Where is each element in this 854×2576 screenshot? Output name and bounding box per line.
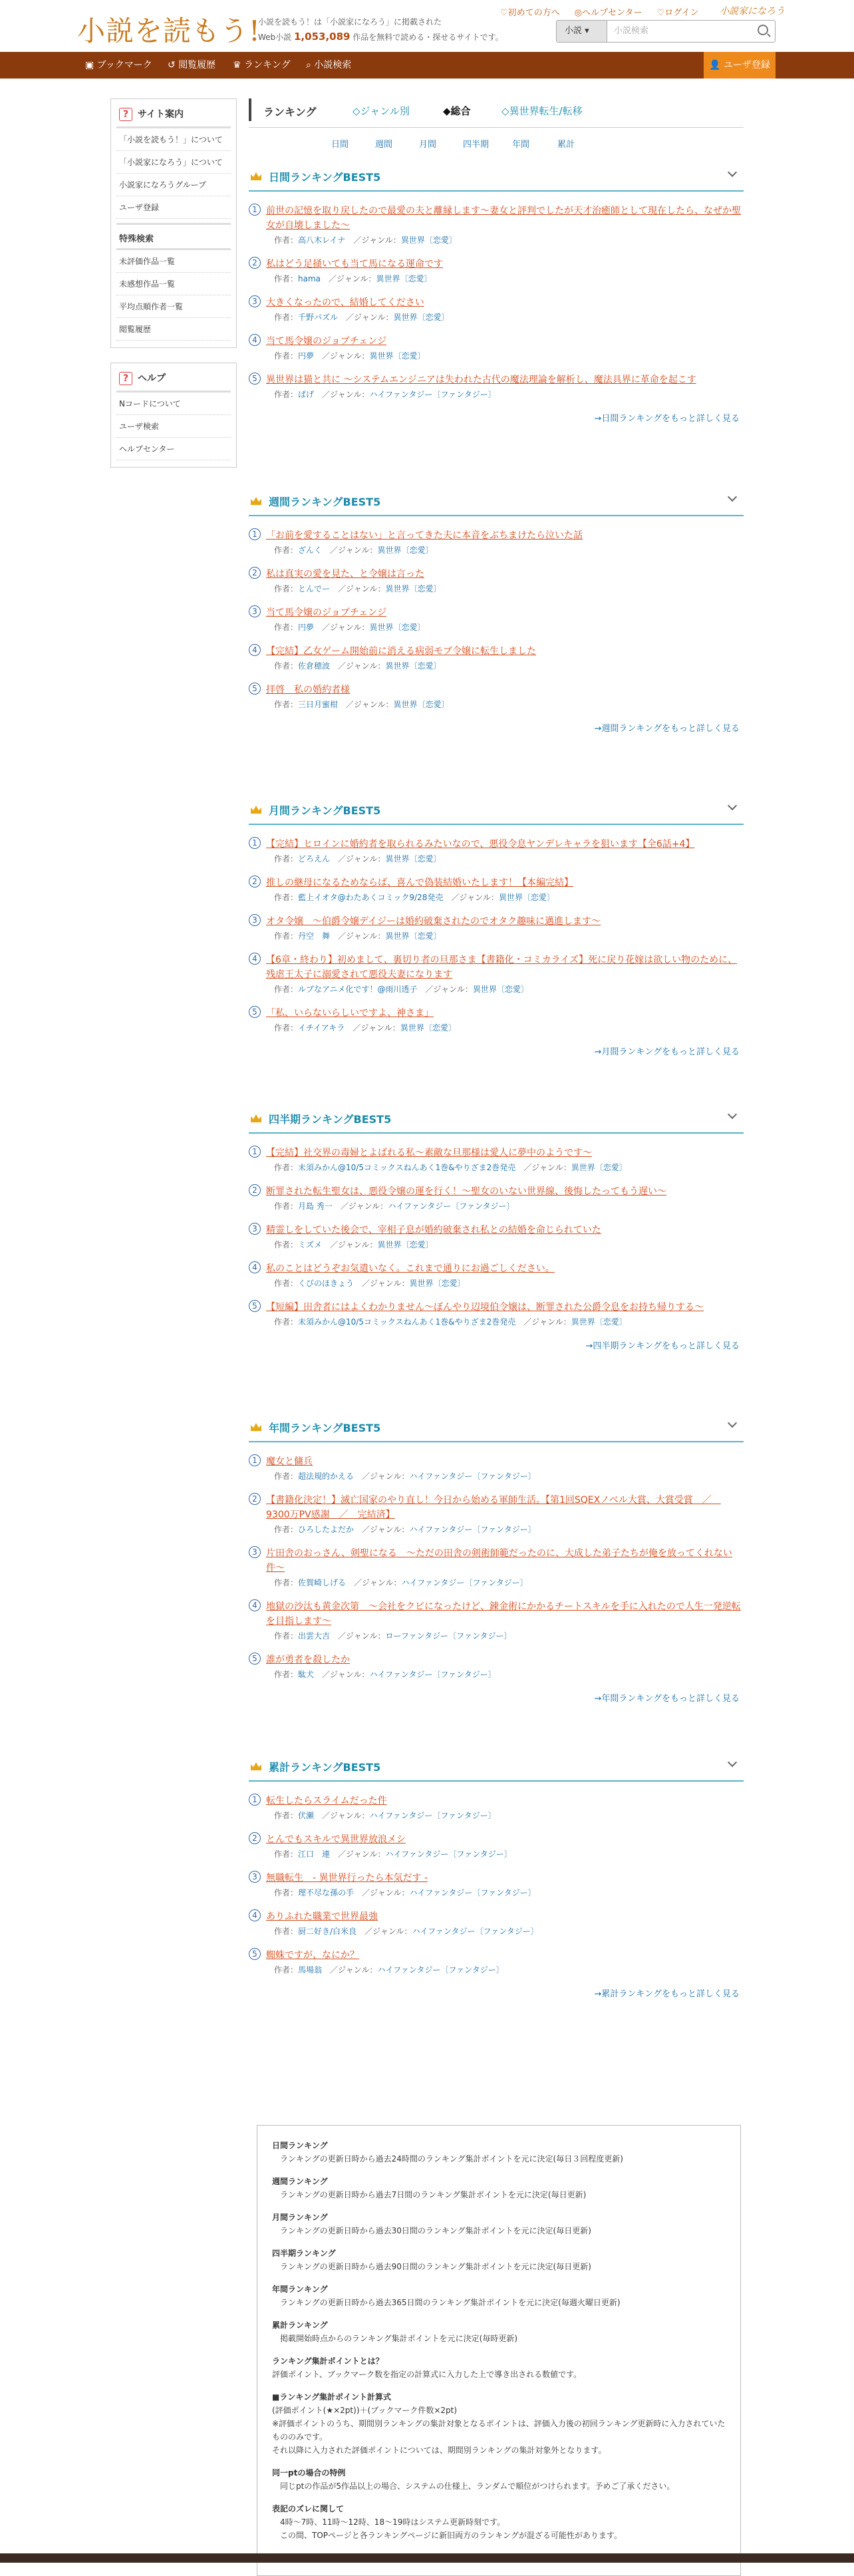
novel-meta: 作者：ぱげ ／ジャンル：ハイファンタジー〔ファンタジー〕: [274, 390, 496, 399]
ranking-section: [249, 1106, 744, 1351]
ranking-item: [249, 1454, 744, 1484]
search-type-select[interactable]: 小説 ▾: [557, 21, 607, 42]
novel-meta: 作者：とんでー ／ジャンル：異世界〔恋愛〕: [274, 584, 442, 593]
crown-icon: [250, 496, 262, 506]
novel-meta: 作者：理不尽な孫の手 ／ジャンル：ハイファンタジー〔ファンタジー〕: [274, 1888, 536, 1897]
genre-link[interactable]: 異世界〔恋愛〕: [385, 854, 442, 864]
rank-number: 3: [249, 605, 261, 617]
ranking-item: [249, 914, 744, 943]
chevron-down-icon[interactable]: [728, 801, 737, 810]
author-link[interactable]: 駄犬: [298, 1670, 315, 1679]
rank-number: 2: [249, 876, 261, 887]
rank-number: 1: [249, 837, 261, 849]
author-link[interactable]: どろえん: [298, 854, 331, 864]
ranking-item: [249, 1146, 744, 1175]
note-heading: 年間ランキング: [272, 2285, 328, 2294]
ranking-item: [249, 204, 744, 247]
genre-link[interactable]: 異世界〔恋愛〕: [400, 236, 457, 245]
ranking-item: [249, 1794, 744, 1823]
novel-meta: 作者：佐倉穂波 ／ジャンル：異世界〔恋愛〕: [274, 661, 442, 671]
work-count: 1,053,089: [294, 31, 351, 43]
ranking-list: [249, 1442, 744, 1682]
login-link[interactable]: ♡ログイン: [656, 8, 699, 18]
rank-number: 1: [249, 1454, 261, 1466]
more-ranking-link[interactable]: →年間ランキングをもっと詳しく見る: [594, 1694, 740, 1704]
novel-title-link[interactable]: とんでもスキルで異世界放浪メシ: [266, 1834, 406, 1845]
rank-number: 4: [249, 644, 261, 656]
rank-number: 5: [249, 1948, 261, 1960]
crown-icon: [250, 172, 262, 181]
author-link[interactable]: ミズメ: [298, 1240, 323, 1249]
genre-link[interactable]: ハイファンタジー〔ファンタジー〕: [369, 1670, 496, 1679]
main-content: [249, 90, 744, 2540]
novel-meta: 作者：馬場翁 ／ジャンル：ハイファンタジー〔ファンタジー〕: [274, 1965, 504, 1975]
ranking-item: [249, 1493, 744, 1537]
author-link[interactable]: とんでー: [298, 584, 331, 593]
sidebar-item-about-narou[interactable]: 「小説家になろう」について: [116, 151, 231, 174]
novel-meta: 作者：厨二好き/白米良 ／ジャンル：ハイファンタジー〔ファンタジー〕: [274, 1927, 539, 1936]
ranking-list: [249, 825, 744, 1035]
genre-link[interactable]: ハイファンタジー〔ファンタジー〕: [409, 1472, 536, 1481]
section-title: 日間ランキングBEST5: [269, 171, 381, 184]
genre-link[interactable]: ハイファンタジー〔ファンタジー〕: [369, 390, 496, 399]
ranking-item: [249, 1261, 744, 1291]
search-input[interactable]: 小説検索: [614, 26, 649, 36]
sidebar-guide: ? サイト案内 「小説を読もう！」について 「小説家になろう」について 小説家になろうグループ ユーザ登録 特殊検索 未評価作品一覧 未感想作品一覧 平均点順作者一覧 閲覧履歴: [110, 98, 237, 348]
page-title: ランキング: [263, 106, 317, 118]
more-ranking-link[interactable]: →月間ランキングをもっと詳しく見る: [594, 1047, 740, 1057]
rank-number: 5: [249, 1300, 261, 1312]
chevron-down-icon[interactable]: [728, 168, 737, 177]
author-link[interactable]: 千野パズル: [298, 313, 339, 322]
section-title: 累計ランキングBEST5: [269, 1761, 381, 1774]
ranking-item: [249, 953, 744, 997]
novel-meta: 作者：くびのほきょう ／ジャンル：異世界〔恋愛〕: [274, 1279, 466, 1288]
author-link[interactable]: 佐賀崎しげる: [298, 1578, 347, 1587]
novel-meta: 作者：未須みかん@10/5コミックスねんあく1巻&やりざま2巻発売 ／ジャンル：異世界〔恋愛〕: [274, 1163, 627, 1172]
rank-number: 1: [249, 1146, 261, 1158]
author-link[interactable]: 佐倉穂波: [298, 661, 331, 671]
note-heading: 四半期ランキング: [272, 2249, 336, 2258]
novel-title-link[interactable]: 片田舎のおっさん、剣聖になる 〜ただの田舎の剣術師範だったのに、大成した弟子たちが俺を放ってくれない件〜: [266, 1548, 732, 1573]
ranking-item: [249, 1871, 744, 1900]
sidebar-item-group[interactable]: 小説家になろうグループ: [116, 174, 231, 196]
author-link[interactable]: 出雲大吉: [298, 1631, 331, 1641]
sidebar-item-history[interactable]: 閲覧履歴: [116, 318, 231, 341]
genre-link[interactable]: 異世界〔恋愛〕: [393, 313, 450, 322]
search-box: [556, 20, 776, 43]
author-link[interactable]: ひろしたよだか: [298, 1525, 355, 1534]
ranking-item: [249, 373, 744, 402]
ranking-item: [249, 644, 744, 673]
author-link[interactable]: 未須みかん@10/5コミックスねんあく1巻&やりざま2巻発売: [298, 1163, 516, 1172]
note-body: ランキングの更新日時から過去365日間のランキング集計ポイントを元に決定(毎週火曜日更新): [280, 2298, 621, 2307]
novel-title-link[interactable]: 【完結】社交界の毒婦とよばれる私〜素敵な旦那様は愛人に夢中のようです〜: [266, 1148, 592, 1158]
site-header: [0, 0, 854, 52]
tab-genre[interactable]: ◇ジャンル別: [353, 105, 410, 117]
genre-link[interactable]: ハイファンタジー〔ファンタジー〕: [369, 1811, 496, 1820]
novel-meta: 作者：三日月蜜柑 ／ジャンル：異世界〔恋愛〕: [274, 700, 450, 709]
ranking-item: [249, 837, 744, 866]
note-heading: ランキング集計ポイントとは？: [272, 2356, 384, 2366]
sidebar-item-register[interactable]: ユーザ登録: [116, 196, 231, 219]
sidebar-item-avg-author[interactable]: 平均点順作者一覧: [116, 295, 231, 318]
note-heading: 月間ランキング: [272, 2213, 328, 2222]
genre-link[interactable]: 異世界〔恋愛〕: [393, 700, 450, 709]
section-title: 四半期ランキングBEST5: [269, 1113, 392, 1126]
novel-title-link[interactable]: 私のことはどうぞお気遣いなく。これまで通りにお過ごしください。: [266, 1263, 555, 1274]
author-link[interactable]: 円夢: [298, 623, 315, 632]
author-link[interactable]: hama: [298, 274, 321, 283]
question-icon: ?: [119, 108, 132, 121]
genre-link[interactable]: 異世界〔恋愛〕: [377, 1240, 434, 1249]
sidebar-item-help-center[interactable]: ヘルプセンター: [116, 438, 231, 460]
period-subtabs: [249, 128, 744, 154]
ranking-notes: [257, 2125, 741, 2576]
novel-meta: 作者：ミズメ ／ジャンル：異世界〔恋愛〕: [274, 1240, 434, 1249]
genre-link[interactable]: ハイファンタジー〔ファンタジー〕: [412, 1927, 539, 1936]
novel-title-link[interactable]: 【書籍化決定！】滅亡国家のやり直し！今日から始める軍師生活。【第1回SQEXノベル大賞、大賞受賞 ／ 9300万PV感謝 ／ 完結済】: [266, 1495, 721, 1520]
genre-link[interactable]: ハイファンタジー〔ファンタジー〕: [385, 1850, 512, 1859]
author-link[interactable]: ざんく: [298, 546, 323, 555]
genre-link[interactable]: 異世界〔恋愛〕: [369, 351, 426, 361]
genre-link[interactable]: ローファンタジー〔ファンタジー〕: [385, 1631, 512, 1641]
novel-meta: 作者：佐賀崎しげる ／ジャンル：ハイファンタジー〔ファンタジー〕: [274, 1578, 528, 1587]
novel-title-link[interactable]: 前世の記憶を取り戻したので最愛の夫と離縁します〜妻女と評判でしたが天才治癒師として現在したら、なぜか聖女が自壊しました〜: [266, 206, 741, 231]
rank-number: 4: [249, 334, 261, 346]
novel-meta: 作者：未須みかん@10/5コミックスねんあく1巻&やりざま2巻発売 ／ジャンル：異世界〔恋愛〕: [274, 1317, 627, 1327]
note-heading: 累計ランキング: [272, 2321, 328, 2330]
note-heading: ■ランキング集計ポイント計算式: [272, 2392, 391, 2402]
genre-link[interactable]: 異世界〔恋愛〕: [369, 623, 426, 632]
ranking-section: [249, 488, 744, 734]
novel-meta: 作者：円夢 ／ジャンル：異世界〔恋愛〕: [274, 623, 426, 632]
ranking-item: [249, 1184, 744, 1213]
novel-title-link[interactable]: 私は真実の愛を見た、と令嬢は言った: [266, 569, 424, 579]
novel-title-link[interactable]: 拝啓 私の婚約者様: [266, 685, 350, 695]
more-ranking-link[interactable]: →日間ランキングをもっと詳しく見る: [594, 414, 740, 424]
rank-number: 5: [249, 1653, 261, 1665]
rank-number: 2: [249, 257, 261, 269]
novel-title-link[interactable]: 魔女と傭兵: [266, 1456, 313, 1467]
note-body: ランキングの更新日時から過去24時間のランキング集計ポイントを元に決定(毎日３回程度更新): [280, 2154, 623, 2164]
note-heading: 同一ptの場合の特例: [272, 2468, 346, 2478]
sidebar-item-noreview[interactable]: 未感想作品一覧: [116, 273, 231, 295]
sidebar-item-user-search[interactable]: ユーザ検索: [116, 415, 231, 438]
rank-number: 5: [249, 373, 261, 385]
search-nav-icon: ⌕: [306, 60, 315, 71]
note-body: (評価ポイント(★×2pt))＋(ブックマーク件数×2pt) ※評価ポイントのうち、期間別ランキングの集計対象となるポイントは、評価入力後の初回ランキング更新時に入力されていたもののみです。 それ以降に入力された評価ポイントについては、期間別ランキングの集計対象外となります。: [272, 2406, 726, 2455]
note-body: 掲載開始時点からのランキング集計ポイントを元に決定(毎時更新): [280, 2334, 518, 2343]
ranking-item: [249, 334, 744, 363]
ranking-item: [249, 1653, 744, 1682]
note-body: ランキングの更新日時から過去7日間のランキング集計ポイントを元に決定(毎日更新): [280, 2190, 587, 2199]
more-ranking-link[interactable]: →週間ランキングをもっと詳しく見る: [594, 724, 740, 734]
author-link[interactable]: 厨二好き/白米良: [298, 1927, 357, 1936]
ranking-item: [249, 295, 744, 325]
ranking-item: [249, 1832, 744, 1861]
ranking-item: [249, 257, 744, 286]
genre-link[interactable]: 異世界〔恋愛〕: [377, 546, 434, 555]
tab-overall[interactable]: ◆総合: [443, 105, 471, 117]
more-ranking-link[interactable]: →四半期ランキングをもっと詳しく見る: [585, 1341, 740, 1351]
genre-link[interactable]: 異世界〔恋愛〕: [400, 1023, 456, 1033]
subtab-quarterly[interactable]: 四半期: [463, 140, 490, 150]
rank-number: 4: [249, 1599, 261, 1611]
subtab-total[interactable]: 累計: [557, 140, 575, 150]
rank-number: 5: [249, 683, 261, 695]
genre-link[interactable]: 異世界〔恋愛〕: [385, 584, 442, 593]
note-heading: 表記のズレに関して: [272, 2504, 345, 2513]
genre-link[interactable]: 異世界〔恋愛〕: [498, 893, 555, 902]
crown-icon: [250, 1422, 262, 1432]
novel-meta: 作者：藍上イオタ@わたあくコミック9/28発売 ／ジャンル：異世界〔恋愛〕: [274, 893, 555, 902]
tab-isekai[interactable]: ◇異世界転生/転移: [501, 105, 583, 117]
novel-meta: 作者：イチイアキラ ／ジャンル：異世界〔恋愛〕: [274, 1023, 456, 1033]
novel-title-link[interactable]: 精霊しをしていた後会で、宰相子息が婚約破棄され私との結婚を命じられていた: [266, 1225, 601, 1235]
sidebar-item-ncode[interactable]: Nコードについて: [116, 393, 231, 415]
genre-link[interactable]: 異世界〔恋愛〕: [385, 661, 442, 671]
novel-title-link[interactable]: 大きくなったので、結婚してください: [266, 297, 424, 308]
question-icon: ?: [119, 372, 132, 385]
novel-meta: 作者：ざんく ／ジャンル：異世界〔恋愛〕: [274, 546, 434, 555]
note-heading: 日間ランキング: [272, 2141, 328, 2150]
novel-title-link[interactable]: 地獄の沙汰も黄金次第 〜会社をクビになったけど、錬金術にかかるチートスキルを手に入れたので人生一発逆転を目指します〜: [266, 1601, 741, 1627]
nav-bookmark[interactable]: ▣ ブックマーク: [85, 60, 152, 71]
ranking-item: [249, 1223, 744, 1252]
genre-link[interactable]: ハイファンタジー〔ファンタジー〕: [409, 1525, 536, 1534]
section-title: 週間ランキングBEST5: [269, 496, 381, 508]
author-link[interactable]: 月島 秀一: [298, 1202, 333, 1211]
rank-number: 4: [249, 953, 261, 965]
novel-meta: 作者：江口 連 ／ジャンル：ハイファンタジー〔ファンタジー〕: [274, 1850, 512, 1859]
novel-meta: 作者：hama ／ジャンル：異世界〔恋愛〕: [274, 274, 432, 283]
novel-title-link[interactable]: 異世界は猫と共に 〜システムエンジニアは失われた古代の魔法理論を解析し、魔法具界に革命を起こす: [266, 375, 696, 385]
history-icon: ↺: [168, 60, 179, 71]
novel-meta: 作者：円夢 ／ジャンル：異世界〔恋愛〕: [274, 351, 426, 361]
novel-title-link[interactable]: 蜘蛛ですが、なにか？: [266, 1950, 359, 1961]
rank-number: 4: [249, 1909, 261, 1921]
author-link[interactable]: 高八木レイナ: [298, 236, 346, 245]
more-ranking-link[interactable]: →累計ランキングをもっと詳しく見る: [594, 1989, 740, 1999]
novel-meta: 作者：出雲大吉 ／ジャンル：ローファンタジー〔ファンタジー〕: [274, 1631, 512, 1641]
author-link[interactable]: 藍上イオタ@わたあくコミック9/28発売: [298, 893, 444, 902]
author-link[interactable]: 未須みかん@10/5コミックスねんあく1巻&やりざま2巻発売: [298, 1317, 516, 1327]
genre-link[interactable]: 異世界〔恋愛〕: [472, 985, 529, 994]
ranking-item: [249, 1300, 744, 1329]
novel-meta: 作者：高八木レイナ ／ジャンル：異世界〔恋愛〕: [274, 236, 457, 245]
ranking-list: [249, 192, 744, 402]
section-title: 年間ランキングBEST5: [269, 1422, 381, 1434]
nav-ranking[interactable]: ♛ ランキング: [233, 60, 291, 71]
author-link[interactable]: くびのほきょう: [298, 1279, 355, 1288]
bookmark-icon: ▣: [85, 60, 97, 71]
genre-link[interactable]: 異世界〔恋愛〕: [571, 1317, 627, 1327]
site-footer: [0, 2553, 854, 2563]
novel-meta: 作者：ルブなアニメ化です！@雨川透子 ／ジャンル：異世界〔恋愛〕: [274, 985, 529, 994]
novel-title-link[interactable]: 「私、いらないらしいですよ、神さま」: [266, 1008, 434, 1019]
note-body: 4時〜7時、11時〜12時、18〜19時はシステム更新時刻です。 この間、TOPページと各ランキングページに新旧両方のランキングが混ざる可能性があります。: [280, 2517, 622, 2540]
crown-icon: [250, 805, 262, 814]
main-nav: [0, 52, 854, 79]
novel-meta: 作者：どろえん ／ジャンル：異世界〔恋愛〕: [274, 854, 442, 864]
genre-link[interactable]: ハイファンタジー〔ファンタジー〕: [401, 1578, 528, 1587]
author-link[interactable]: 丹空 舞: [298, 931, 331, 941]
author-link[interactable]: 江口 連: [298, 1850, 331, 1859]
novel-meta: 作者：駄犬 ／ジャンル：ハイファンタジー〔ファンタジー〕: [274, 1670, 496, 1679]
novel-title-link[interactable]: 私はどう足掻いても当て馬になる運命です: [266, 259, 443, 269]
user-register-button[interactable]: 👤 ユーザ登録: [704, 52, 776, 79]
author-link[interactable]: 三日月蜜柑: [298, 700, 339, 709]
novel-title-link[interactable]: 当て馬令嬢のジョブチェンジ: [266, 336, 386, 347]
sidebar: [110, 98, 237, 482]
section-title: 月間ランキングBEST5: [269, 804, 381, 817]
novel-title-link[interactable]: 「お前を愛することはない」と言ってきた夫に本音をぶちまけたら泣いた話: [266, 530, 583, 541]
ranking-section: [249, 797, 744, 1057]
novel-meta: 作者：ひろしたよだか ／ジャンル：ハイファンタジー〔ファンタジー〕: [274, 1525, 536, 1534]
rank-number: 1: [249, 528, 261, 540]
beginner-link[interactable]: ♡初めての方へ: [500, 8, 560, 18]
sidebar-help: ? ヘルプ Nコードについて ユーザ検索 ヘルプセンター: [110, 363, 237, 468]
rank-number: 3: [249, 1223, 261, 1235]
site-tagline: 小説を読もう！は「小説家になろう」に掲載された Web小説 1,053,089 作品を無料で読める・探せるサイトです。: [258, 17, 503, 43]
rank-number: 5: [249, 1006, 261, 1018]
ranking-list: [249, 1134, 744, 1329]
section-header[interactable]: [249, 1414, 744, 1442]
ranking-item: [249, 567, 744, 596]
author-link[interactable]: 円夢: [298, 351, 315, 361]
author-link[interactable]: 馬場翁: [298, 1965, 323, 1975]
author-link[interactable]: ルブなアニメ化です！@雨川透子: [298, 985, 418, 994]
note-body: 同じptの作品が5作品以上の場合、システムの仕様上、ランダムで順位がつけられます。予めご了承ください。: [280, 2482, 675, 2491]
genre-link[interactable]: ハイファンタジー〔ファンタジー〕: [409, 1888, 536, 1897]
ranking-section: [249, 164, 744, 424]
section-header[interactable]: [249, 797, 744, 825]
user-icon: 👤: [709, 60, 724, 71]
ranking-list: [249, 516, 744, 712]
rank-number: 2: [249, 1493, 261, 1505]
rank-number: 2: [249, 567, 261, 579]
sidebar-item-unrated[interactable]: 未評価作品一覧: [116, 250, 231, 273]
subtab-weekly[interactable]: 週間: [375, 140, 393, 150]
rank-number: 3: [249, 1546, 261, 1558]
genre-link[interactable]: ハイファンタジー〔ファンタジー〕: [388, 1202, 515, 1211]
note-heading: 週間ランキング: [272, 2177, 328, 2186]
site-logo[interactable]: 小説を読もう!: [77, 15, 261, 47]
novel-title-link[interactable]: 無職転生 - 異世界行ったら本気だす -: [266, 1873, 428, 1883]
ranking-item: [249, 605, 744, 635]
rank-number: 3: [249, 1871, 261, 1883]
author-link[interactable]: 超法規的かえる: [298, 1472, 355, 1481]
ranking-header: [249, 90, 744, 128]
nav-search[interactable]: ⌕ 小説検索: [306, 60, 352, 71]
note-body: 評価ポイント、ブックマーク数を指定の計算式に入力した上で導き出される数値です。: [272, 2370, 582, 2379]
novel-title-link[interactable]: 断罪された転生聖女は、悪役令嬢の運を行く！〜聖女のいない世界線、後悔したってもう遅い〜: [266, 1186, 666, 1197]
chevron-down-icon[interactable]: [728, 492, 737, 502]
novel-title-link[interactable]: 当て馬令嬢のジョブチェンジ: [266, 607, 386, 618]
subtab-daily[interactable]: 日間: [331, 140, 349, 150]
genre-link[interactable]: 異世界〔恋愛〕: [385, 931, 442, 941]
genre-link[interactable]: 異世界〔恋愛〕: [376, 274, 432, 283]
search-icon[interactable]: [758, 25, 768, 35]
genre-link[interactable]: ハイファンタジー〔ファンタジー〕: [377, 1965, 504, 1975]
ranking-icon: ♛: [233, 60, 245, 71]
ranking-item: [249, 1006, 744, 1035]
crown-icon: [250, 1762, 262, 1771]
chevron-down-icon[interactable]: [728, 1418, 737, 1428]
author-link[interactable]: イチイアキラ: [298, 1023, 345, 1033]
rank-number: 3: [249, 295, 261, 307]
novel-title-link[interactable]: 【完結】ヒロインに婚約者を取られるみたいなので、悪役令息ヤンデレキャラを狙います【全6話+4】: [266, 839, 695, 850]
section-header[interactable]: [249, 164, 744, 192]
novel-meta: 作者：丹空 舞 ／ジャンル：異世界〔恋愛〕: [274, 931, 442, 941]
sidebar-special-title: 特殊検索: [119, 234, 154, 244]
novel-meta: 作者：超法規的かえる ／ジャンル：ハイファンタジー〔ファンタジー〕: [274, 1472, 536, 1481]
author-link[interactable]: 伏瀬: [298, 1811, 315, 1820]
subtab-monthly[interactable]: 月間: [419, 140, 437, 150]
nav-history[interactable]: ↺ 閲覧履歴: [168, 60, 216, 71]
ranking-item: [249, 1909, 744, 1939]
subtab-yearly[interactable]: 年間: [512, 140, 530, 150]
top-links: [500, 5, 711, 18]
novel-meta: 作者：伏瀬 ／ジャンル：ハイファンタジー〔ファンタジー〕: [274, 1811, 496, 1820]
rank-number: 2: [249, 1184, 261, 1196]
novel-title-link[interactable]: ありふれた職業で世界最強: [266, 1911, 378, 1922]
section-header[interactable]: [249, 488, 744, 516]
ranking-section: [249, 1414, 744, 1704]
author-link[interactable]: 理不尽な孫の手: [298, 1888, 355, 1897]
rank-number: 3: [249, 914, 261, 926]
novel-meta: 作者：月島 秀一 ／ジャンル：ハイファンタジー〔ファンタジー〕: [274, 1202, 515, 1211]
novel-title-link[interactable]: 【6章・終わり】初めまして、裏切り者の旦那さま【書籍化・コミカライズ】死に戻り花嫁は欲しい物のために、残虐王太子に溺愛されて悪役夫妻になります: [266, 955, 738, 980]
ranking-item: [249, 1599, 744, 1643]
novel-title-link[interactable]: 【短編】田舎者にはよくわかりません〜ぼんやり辺境伯令嬢は、断罪された公爵令息をお持ち帰りする〜: [266, 1302, 704, 1313]
genre-link[interactable]: 異世界〔恋愛〕: [571, 1163, 627, 1172]
chevron-down-icon[interactable]: [728, 1110, 737, 1119]
crown-icon: [250, 1114, 262, 1123]
section-header[interactable]: [249, 1106, 744, 1134]
ranking-list: [249, 1782, 744, 1977]
ranking-item: [249, 683, 744, 712]
ranking-item: [249, 1948, 744, 1977]
novel-title-link[interactable]: 【完結】乙女ゲーム開始前に消える病弱モブ令嬢に転生しました: [266, 646, 536, 657]
rank-number: 1: [249, 204, 261, 216]
genre-link[interactable]: 異世界〔恋愛〕: [409, 1279, 466, 1288]
ranking-item: [249, 528, 744, 558]
narou-logo[interactable]: 小説家になろう: [720, 6, 785, 17]
rank-number: 4: [249, 1261, 261, 1273]
novel-title-link[interactable]: 転生したらスライムだった件: [266, 1796, 387, 1806]
novel-title-link[interactable]: 推しの継母になるためならば、喜んで偽装結婚いたします！【本編完結】: [266, 878, 573, 888]
ranking-item: [249, 876, 744, 905]
note-body: ランキングの更新日時から過去90日間のランキング集計ポイントを元に決定(毎日更新): [280, 2262, 591, 2271]
sidebar-item-about-yomou[interactable]: 「小説を読もう！」について: [116, 128, 231, 151]
section-header[interactable]: [249, 1754, 744, 1782]
novel-meta: 作者：千野パズル ／ジャンル：異世界〔恋愛〕: [274, 313, 450, 322]
note-body: ランキングの更新日時から過去30日間のランキング集計ポイントを元に決定(毎日更新): [280, 2226, 591, 2235]
ranking-section: [249, 1754, 744, 1999]
author-link[interactable]: ぱげ: [298, 390, 315, 399]
help-center-link[interactable]: ◎ヘルプセンター: [574, 8, 642, 18]
rank-number: 1: [249, 1794, 261, 1806]
chevron-down-icon[interactable]: [728, 1758, 737, 1767]
rank-number: 2: [249, 1832, 261, 1844]
ranking-item: [249, 1546, 744, 1590]
novel-title-link[interactable]: 誰が勇者を殺したか: [266, 1655, 350, 1665]
novel-title-link[interactable]: オタ令嬢 〜伯爵令嬢デイジーは婚約破棄されたのでオタク趣味に邁進します〜: [266, 916, 601, 927]
